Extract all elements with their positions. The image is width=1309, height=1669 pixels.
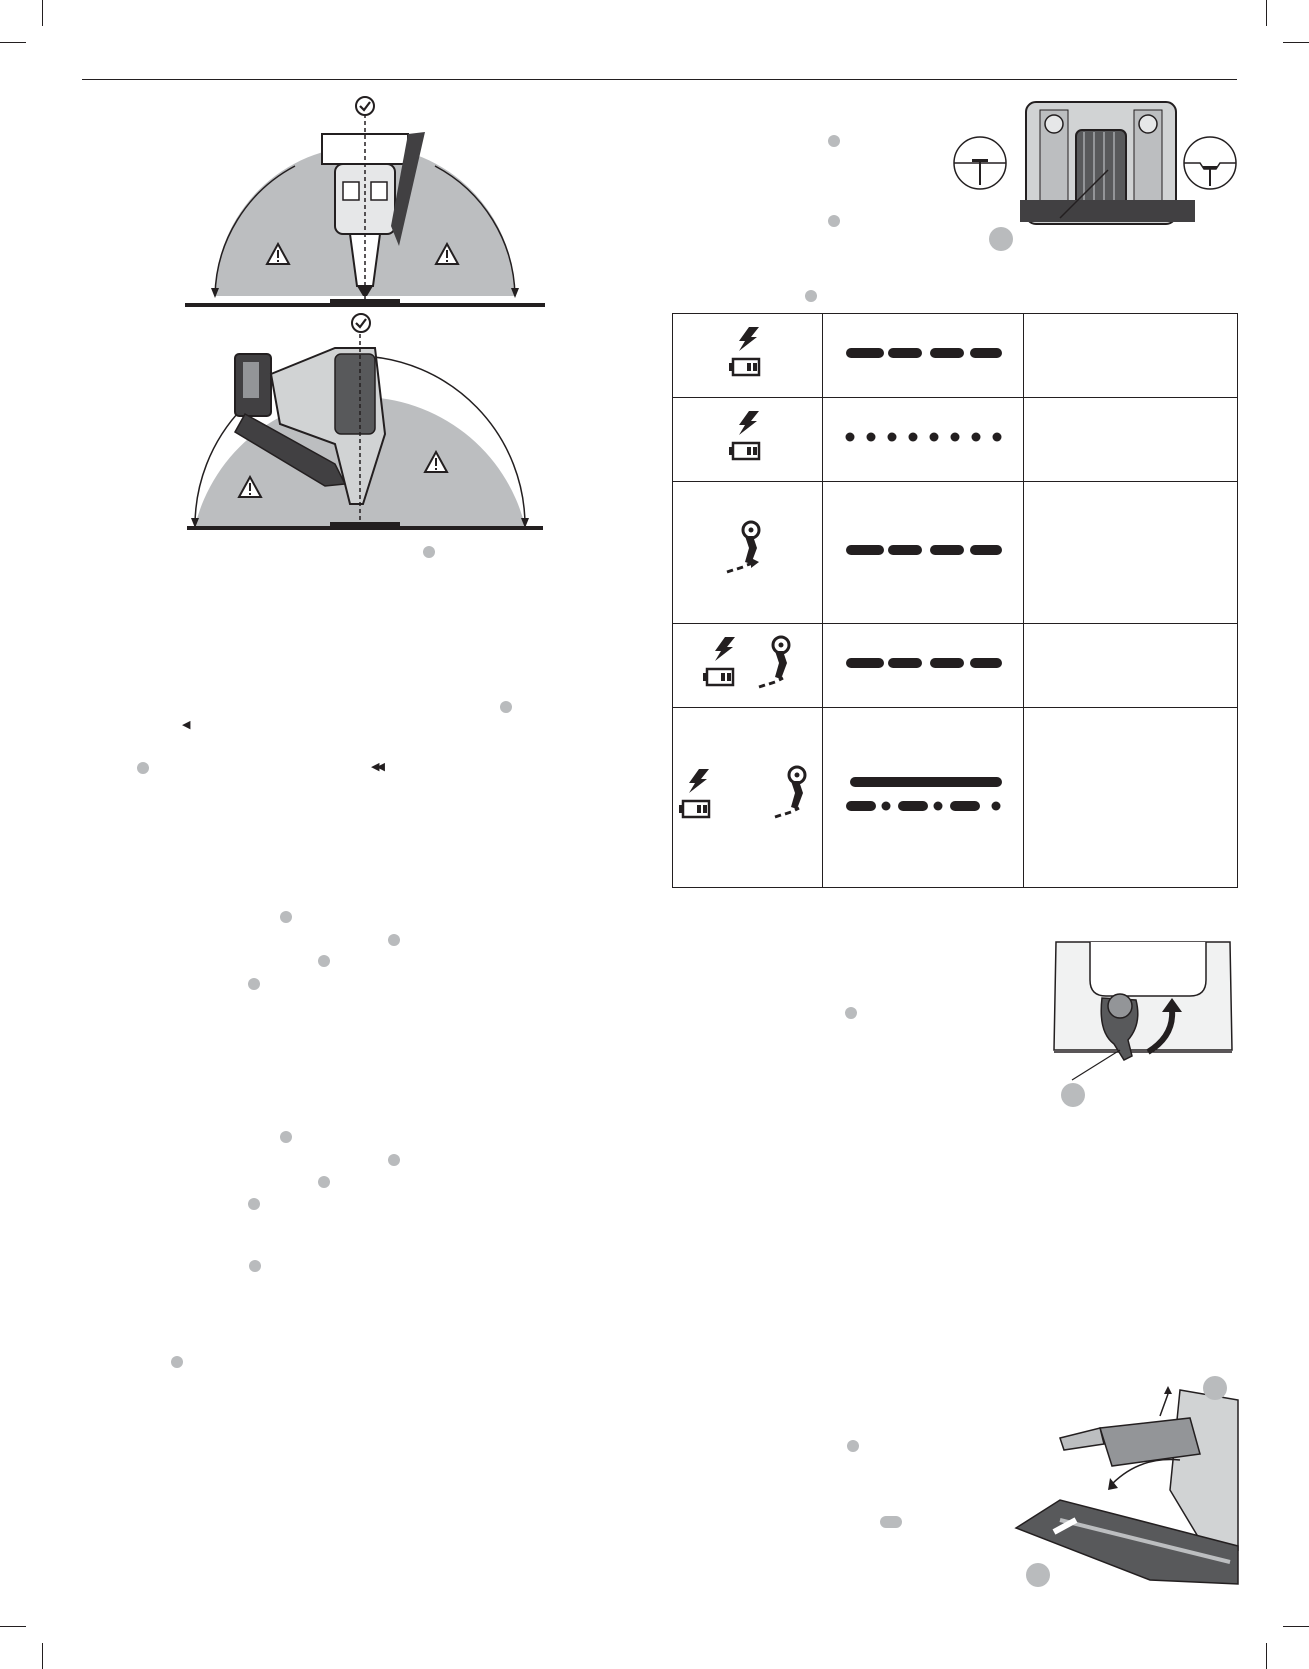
warning-triangle-icon — [423, 450, 449, 474]
battery-and-stall-icon — [697, 633, 797, 693]
table-cell-icon — [673, 398, 823, 482]
table-cell-pattern — [822, 708, 1023, 888]
table-cell-pattern — [822, 624, 1023, 708]
reference-dot — [318, 955, 330, 967]
reference-dot — [388, 934, 400, 946]
arrow-double-glyph: ◀◀ — [371, 761, 382, 773]
crop-mark — [0, 42, 26, 43]
led-pattern-dashes — [838, 655, 1008, 671]
crop-mark — [1266, 1643, 1267, 1669]
crop-mark — [1283, 42, 1309, 43]
table-row — [673, 314, 1238, 398]
reference-dot — [880, 1516, 902, 1528]
table-row — [673, 708, 1238, 888]
table-cell-pattern — [822, 314, 1023, 398]
table-cell-icon — [673, 314, 823, 398]
warning-triangle-icon — [237, 475, 263, 499]
nail-angle-figure-bottom — [185, 314, 545, 534]
battery-and-stall-icon — [677, 763, 817, 827]
table-cell-icon — [673, 624, 823, 708]
led-pattern-dots — [838, 429, 1008, 445]
reference-dot — [137, 762, 149, 774]
check-circle-icon — [354, 95, 376, 117]
flush-nail-icon — [952, 135, 1008, 191]
crop-mark — [1283, 1626, 1309, 1627]
table-cell-description — [1023, 398, 1237, 482]
table-cell-icon — [673, 708, 823, 888]
callout-circle — [1026, 1563, 1050, 1587]
reference-dot — [423, 546, 435, 558]
callout-circle — [989, 227, 1013, 251]
table-row — [673, 482, 1238, 624]
table-cell-description — [1023, 482, 1237, 624]
warning-triangle-icon — [434, 242, 460, 266]
arrow-single-glyph: ◀ — [182, 719, 191, 731]
reference-dot — [847, 1440, 859, 1452]
countersunk-nail-icon — [1182, 135, 1238, 191]
callout-circle — [1203, 1376, 1227, 1400]
reference-dot — [828, 135, 840, 147]
led-pattern-solid-and-dash-dot — [838, 775, 1008, 815]
reference-dot — [248, 1198, 260, 1210]
led-pattern-dashes — [838, 345, 1008, 361]
reference-dot — [248, 978, 260, 990]
table-cell-description — [1023, 624, 1237, 708]
crop-mark — [42, 0, 43, 26]
magazine-removal-figure — [1000, 1370, 1240, 1590]
table-cell-icon — [673, 482, 823, 624]
reference-dot — [805, 290, 817, 302]
crop-mark — [1266, 0, 1267, 26]
crop-mark — [0, 1626, 26, 1627]
table-cell-pattern — [822, 398, 1023, 482]
check-circle-icon — [350, 312, 372, 334]
warning-triangle-icon — [265, 242, 291, 266]
header-rule — [82, 79, 1237, 80]
reference-dot — [828, 215, 840, 227]
table-cell-description — [1023, 314, 1237, 398]
reference-dot — [280, 911, 292, 923]
stall-release-lever-figure — [1050, 940, 1235, 1085]
table-row — [673, 624, 1238, 708]
reference-dot — [388, 1154, 400, 1166]
reference-dot — [500, 701, 512, 713]
table-cell-pattern — [822, 482, 1023, 624]
callout-circle — [1061, 1083, 1085, 1107]
reference-dot — [318, 1176, 330, 1188]
nail-angle-figure-top — [185, 96, 545, 311]
table-cell-description — [1023, 708, 1237, 888]
reference-dot — [249, 1260, 261, 1272]
stall-release-icon — [723, 520, 771, 580]
led-indicator-table — [672, 313, 1238, 888]
table-row — [673, 398, 1238, 482]
reference-dot — [171, 1356, 183, 1368]
reference-dot — [845, 1007, 857, 1019]
reference-dot — [280, 1131, 292, 1143]
low-battery-icon — [727, 325, 767, 381]
crop-mark — [42, 1643, 43, 1669]
led-pattern-dashes — [838, 542, 1008, 558]
low-battery-icon — [727, 409, 767, 465]
